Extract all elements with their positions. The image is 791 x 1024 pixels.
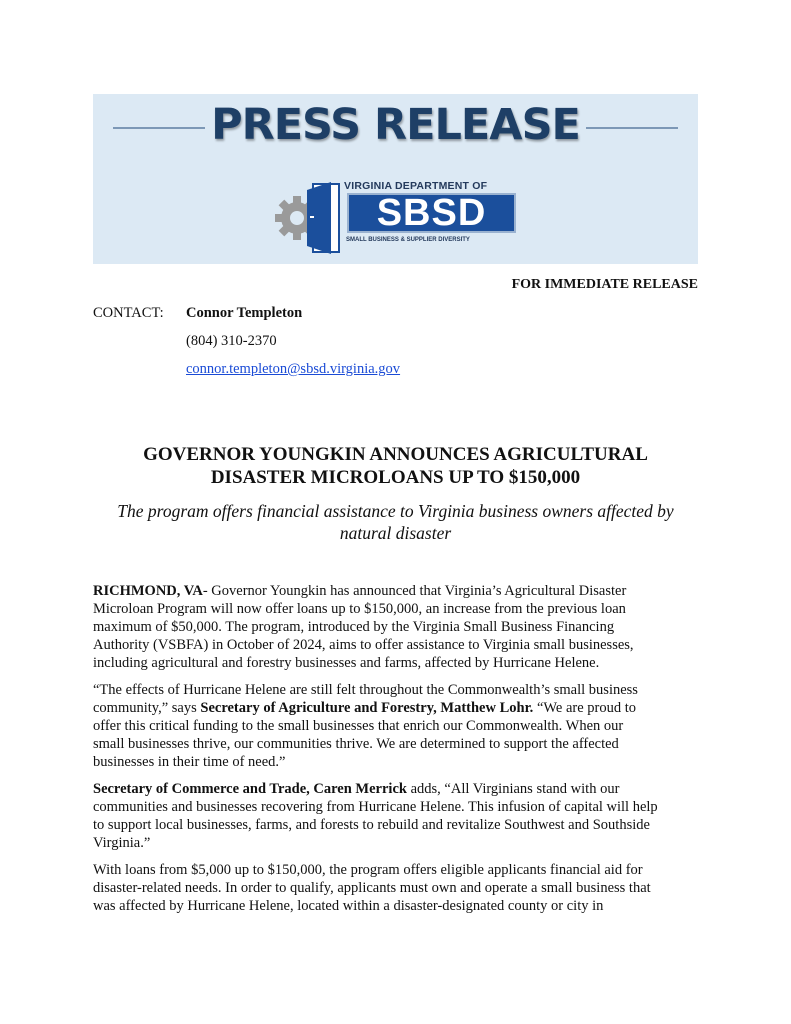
subheadline-line-2: natural disaster [339, 523, 452, 543]
p2-line-5: businesses in their time of need.” [93, 754, 286, 770]
banner-title: PRESS RELEASE [211, 100, 580, 150]
p4-line-2: disaster-related needs. In order to qualify, applicants must own and operate a small business that [93, 880, 651, 896]
p1-line-2: Microloan Program will now offer loans up to $150,000, an increase from the previous loan [93, 601, 626, 617]
p2-line-3: offer this critical funding to the small businesses that enrich our Commonwealth. When our [93, 718, 624, 734]
logo-acronym: SBSD [347, 193, 516, 233]
paragraph-4 [93, 861, 698, 915]
release-tag: FOR IMMEDIATE RELEASE [511, 277, 698, 292]
contact-name: Connor Templeton [186, 305, 303, 321]
subheadline [93, 500, 698, 544]
logo-subtitle: SMALL BUSINESS & SUPPLIER DIVERSITY [346, 237, 470, 243]
headline-line-2: DISASTER MICROLOANS UP TO $150,000 [210, 467, 581, 488]
paragraph-2 [93, 681, 698, 771]
sbsd-logo [273, 176, 518, 256]
logo-agency-text: VIRGINIA DEPARTMENT OF [344, 180, 488, 192]
contact-email-link[interactable]: connor.templeton@sbsd.virginia.gov [186, 361, 401, 377]
quote-attribution-lohr: Secretary of Agriculture and Forestry, Matthew Lohr. [200, 700, 534, 716]
p4-line-3: was affected by Hurricane Helene, located within a disaster-designated county or city in [93, 898, 604, 914]
p1-line-4: Authority (VSBFA) in October of 2024, aims to offer assistance to Virginia small businesses, [93, 637, 634, 653]
p1-line-5: including agricultural and forestry businesses and farms, affected by Hurricane Helene. [93, 655, 600, 671]
article-body [93, 582, 698, 924]
p1-line-3: maximum of $50,000. The program, introduced by the Virginia Small Business Financing [93, 619, 615, 635]
paragraph-1 [93, 582, 698, 672]
contact-phone: (804) 310-2370 [186, 333, 277, 349]
contact-label: CONTACT: [93, 305, 164, 321]
gear-door-icon [273, 176, 345, 256]
quote-attribution-merrick: Secretary of Commerce and Trade, Caren Merrick [93, 781, 407, 797]
p1-line-1: - Governor Youngkin has announced that Virginia’s Agricultural Disaster [202, 583, 627, 599]
subheadline-line-1: The program offers financial assistance to Virginia business owners affected by [117, 501, 674, 521]
press-release-banner [93, 94, 698, 264]
p4-line-1: With loans from $5,000 up to $150,000, the program offers eligible applicants financial aid for [93, 862, 643, 878]
p2-line-2a: community,” says [93, 700, 201, 716]
p3-line-3: to support local businesses, farms, and forests to rebuild and revitalize Southwest and Southside [93, 817, 650, 833]
p2-line-1: “The effects of Hurricane Helene are still felt throughout the Commonwealth’s small business [93, 682, 638, 698]
p3-line-4: Virginia.” [93, 835, 151, 851]
p2-line-4: small businesses thrive, our communities thrive. We are determined to support the affected [93, 736, 619, 752]
paragraph-3 [93, 780, 698, 852]
p3-line-1b: adds, “All Virginians stand with our [406, 781, 620, 797]
headline-line-1: GOVERNOR YOUNGKIN ANNOUNCES AGRICULTURAL [143, 444, 648, 465]
dateline: RICHMOND, VA [93, 583, 203, 599]
headline [93, 443, 698, 489]
p2-line-2c: “We are proud to [533, 700, 637, 716]
p3-line-2: communities and businesses recovering from Hurricane Helene. This infusion of capital will help [93, 799, 658, 815]
